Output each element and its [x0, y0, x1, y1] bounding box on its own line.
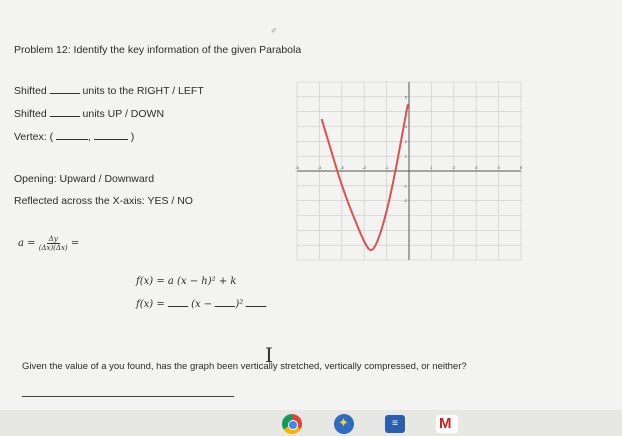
- x-tick-label: 3: [475, 165, 478, 170]
- vertex-row: Vertex: ( , ): [14, 131, 135, 143]
- parabola-curve: [322, 104, 408, 250]
- x-tick-label: 5: [519, 165, 523, 170]
- shift-v-blank[interactable]: [50, 107, 80, 117]
- reflected-row: Reflected across the X-axis: YES / NO: [14, 195, 193, 207]
- taskbar: [0, 410, 622, 436]
- docs-icon[interactable]: ≡: [385, 415, 405, 433]
- parabola-graph: [297, 82, 521, 260]
- y-tick-label: 5: [404, 94, 407, 100]
- x-tick-label: -5: [295, 165, 299, 170]
- shift-h-blank[interactable]: [50, 84, 80, 94]
- y-tick-label: 4: [404, 109, 407, 115]
- y-tick-label: -2: [403, 198, 407, 204]
- x-tick-label: -2: [362, 165, 366, 170]
- y-tick-label: 2: [404, 138, 407, 144]
- vertex-h-blank[interactable]: [56, 130, 88, 140]
- opening-row: Opening: Upward / Downward: [14, 173, 155, 185]
- a-blank[interactable]: [168, 297, 188, 307]
- vertex-k-blank[interactable]: [94, 130, 128, 140]
- fill-in-equation: f(x) = (x − )²: [136, 297, 266, 310]
- x-tick-label: -3: [340, 165, 344, 170]
- x-tick-label: 2: [452, 165, 455, 170]
- answer-line[interactable]: [22, 396, 234, 397]
- shifted-vertical-row: Shifted units UP / DOWN: [14, 108, 165, 120]
- k-blank[interactable]: [246, 297, 266, 307]
- y-tick-label: 1: [404, 153, 407, 159]
- a-fraction: $\frac{\Delta y}{(\Delta x)(\Delta x)}$: [38, 235, 68, 252]
- chrome-icon[interactable]: [282, 414, 302, 434]
- stretch-question: Given the value of a you found, has the graph been vertically stretched, vertically compressed, or neither?: [22, 361, 467, 372]
- graph-axes: [297, 82, 521, 260]
- a-formula: a = $\frac{\Delta y}{(\Delta x)(\Delta x)}$ =: [18, 235, 80, 252]
- problem-title: Problem 12: Identify the key information of the given Parabola: [14, 44, 302, 56]
- pencil-mark: ✐: [271, 28, 277, 35]
- y-tick-label: 3: [404, 124, 407, 129]
- h-blank[interactable]: [215, 297, 235, 307]
- x-tick-label: -4: [317, 165, 322, 170]
- x-tick-label: -1: [384, 165, 389, 170]
- shifted-horizontal-row: Shifted units to the RIGHT / LEFT: [14, 85, 204, 97]
- text-cursor-icon: I: [265, 343, 273, 367]
- gmail-icon[interactable]: [436, 415, 458, 433]
- y-tick-label: -1: [403, 183, 407, 189]
- x-tick-label: 1: [430, 165, 433, 170]
- paint-icon[interactable]: [334, 414, 354, 434]
- vertex-form-equation: f(x) = a (x − h)² + k: [136, 276, 237, 287]
- x-tick-label: 4: [497, 165, 500, 170]
